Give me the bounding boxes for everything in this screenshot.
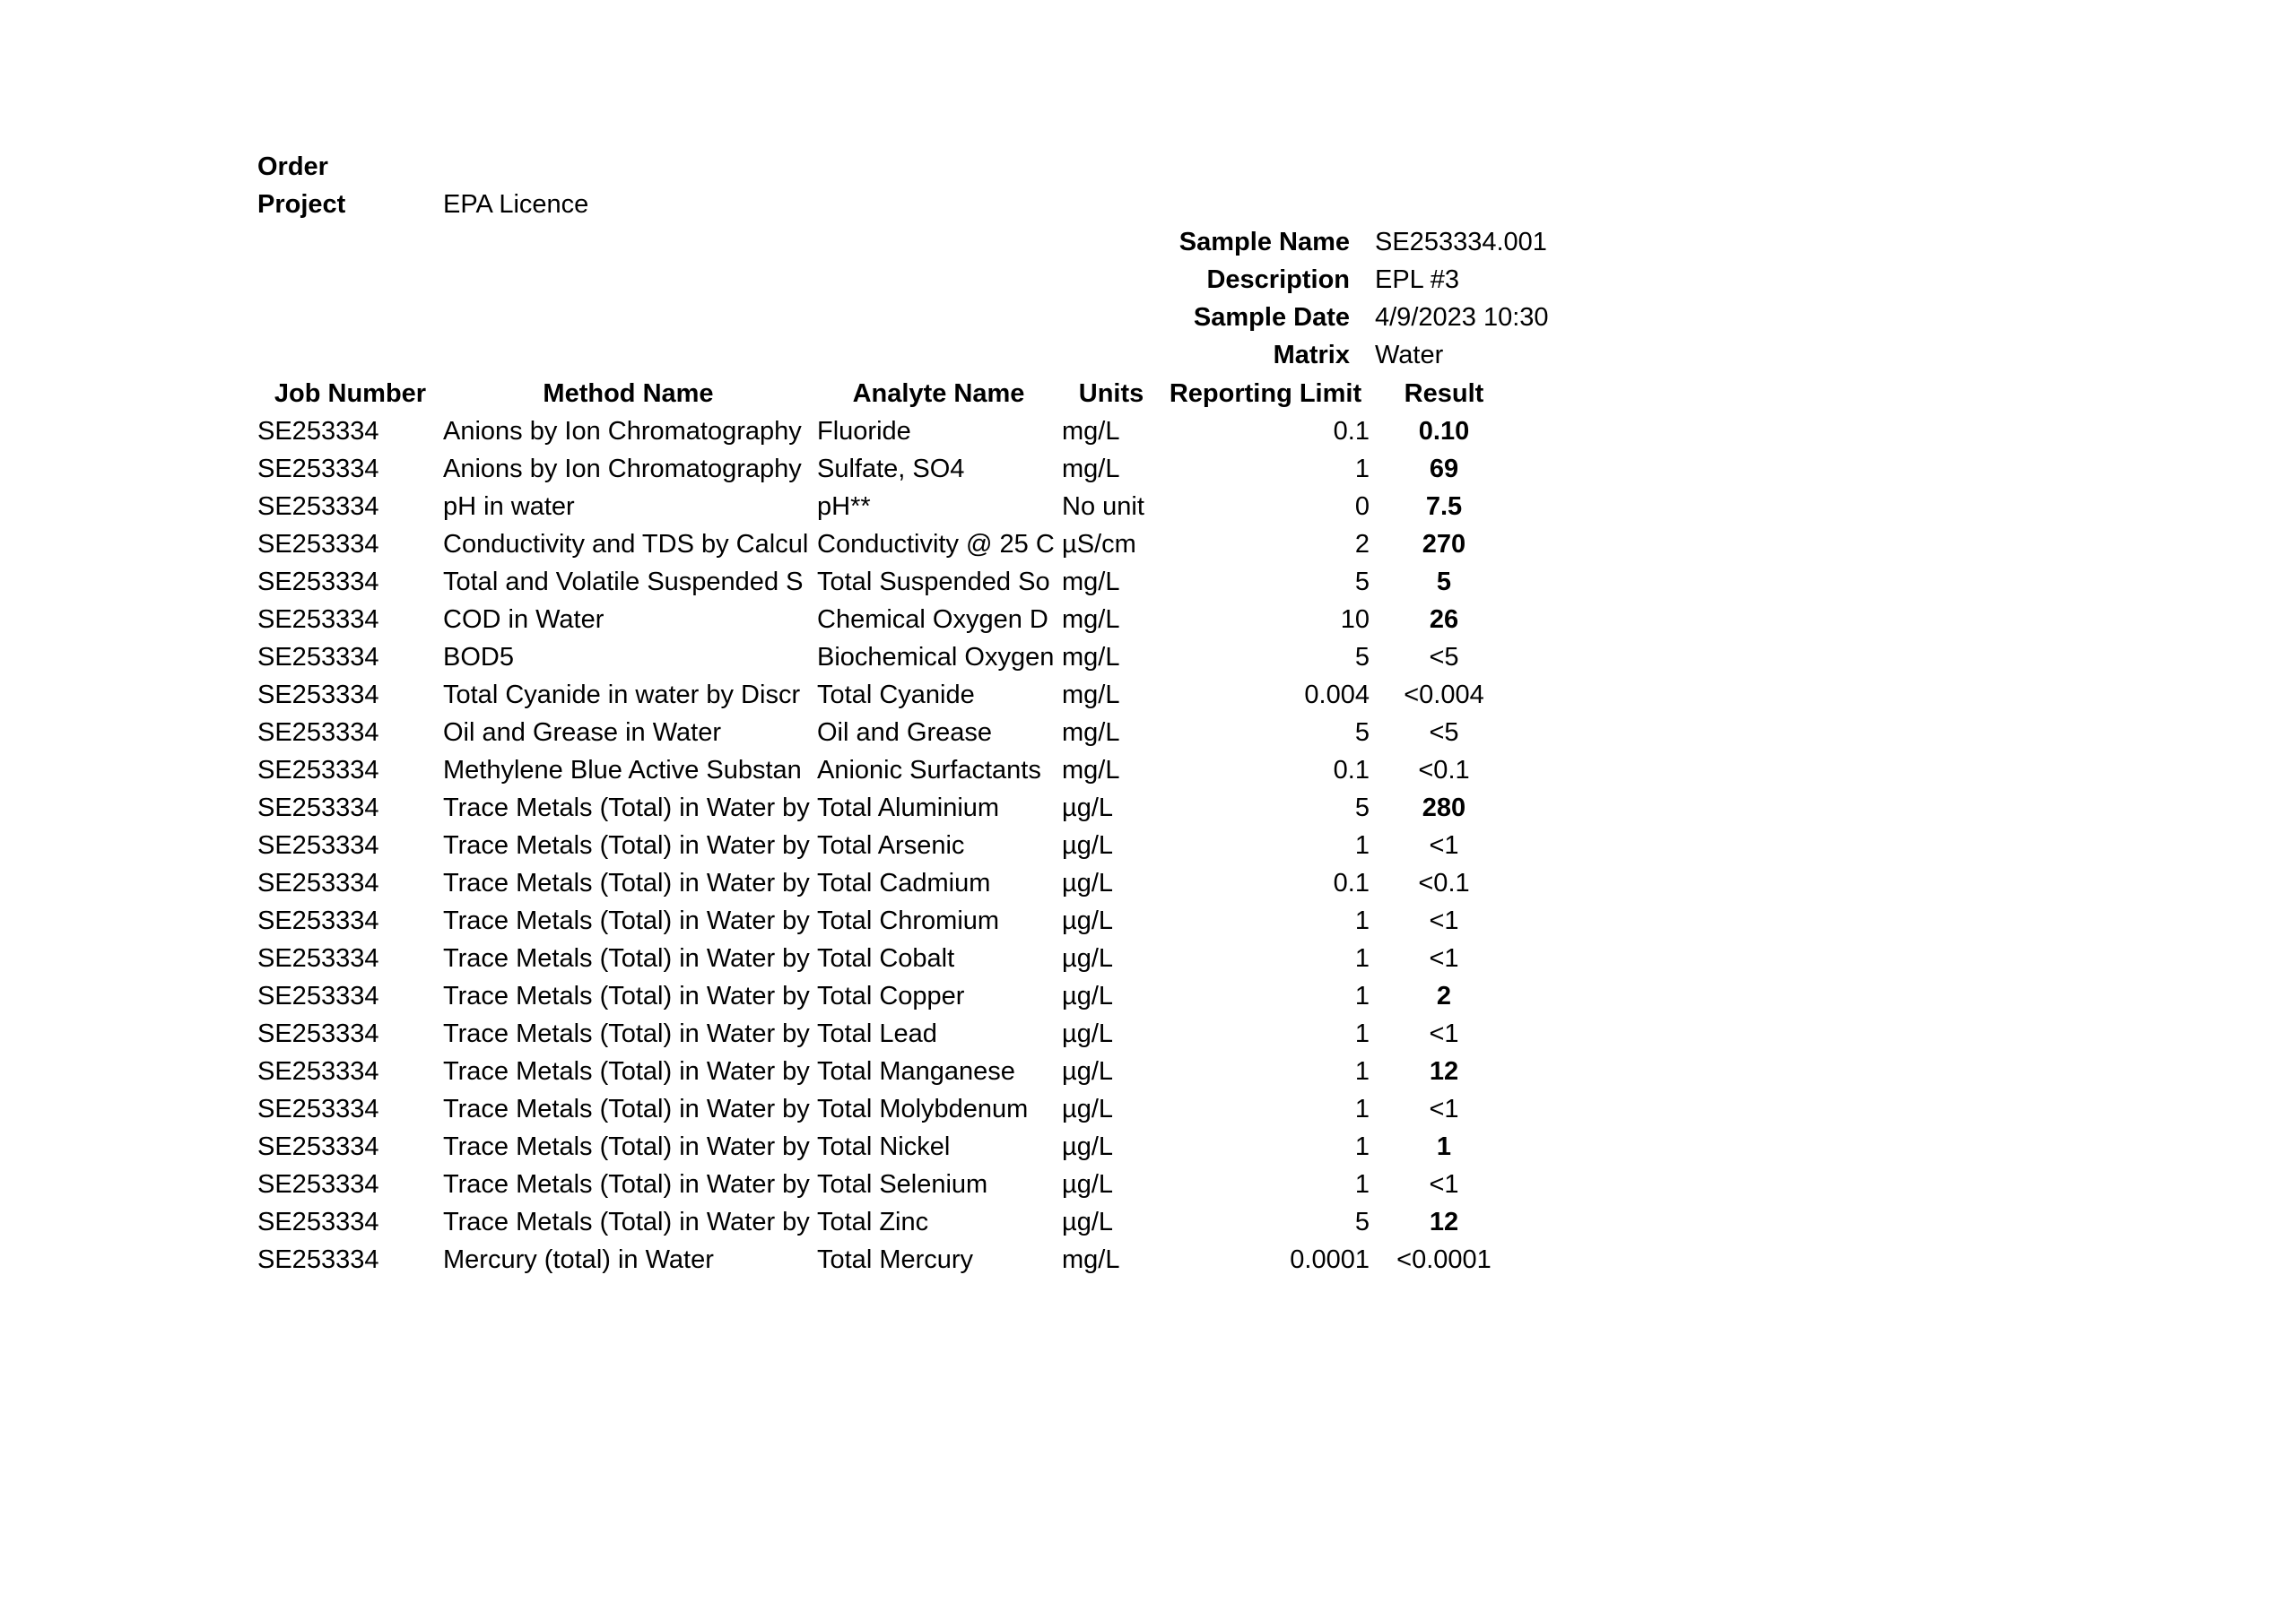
sample-info-label: Sample Date (1193, 303, 1350, 332)
cell-units: mg/L (1062, 568, 1120, 596)
cell-job-number: SE253334 (257, 643, 379, 672)
cell-units: µg/L (1062, 1019, 1114, 1048)
cell-reporting-limit: 0.1 (1333, 756, 1370, 785)
cell-method-name: Conductivity and TDS by Calcul (443, 530, 809, 559)
cell-method-name: Total Cyanide in water by Discr (443, 681, 801, 709)
cell-reporting-limit: 0.004 (1304, 681, 1370, 709)
cell-reporting-limit: 1 (1354, 1132, 1370, 1161)
cell-units: mg/L (1062, 756, 1120, 785)
cell-result: 69 (1429, 455, 1459, 483)
cell-result: 7.5 (1425, 492, 1463, 521)
sample-info-value: 4/9/2023 10:30 (1375, 303, 1549, 332)
project-label: Project (257, 190, 346, 219)
cell-analyte-name: Fluoride (817, 417, 911, 446)
cell-units: No unit (1062, 492, 1144, 521)
cell-job-number: SE253334 (257, 605, 379, 634)
cell-result: <0.004 (1404, 681, 1484, 709)
cell-result: <5 (1429, 643, 1459, 672)
cell-result: 2 (1436, 982, 1452, 1010)
cell-units: mg/L (1062, 1245, 1120, 1274)
cell-method-name: Trace Metals (Total) in Water by (443, 982, 810, 1010)
cell-units: µg/L (1062, 831, 1114, 860)
cell-method-name: Trace Metals (Total) in Water by (443, 1019, 810, 1048)
cell-job-number: SE253334 (257, 1208, 379, 1236)
sample-info-label: Description (1206, 265, 1350, 294)
cell-reporting-limit: 10 (1340, 605, 1370, 634)
cell-analyte-name: Total Lead (817, 1019, 937, 1048)
cell-result: 0.10 (1418, 417, 1470, 446)
cell-analyte-name: pH** (817, 492, 871, 521)
cell-result: 5 (1436, 568, 1452, 596)
cell-job-number: SE253334 (257, 530, 379, 559)
cell-reporting-limit: 5 (1354, 568, 1370, 596)
cell-job-number: SE253334 (257, 982, 379, 1010)
col-header-analyte-name: Analyte Name (852, 379, 1025, 408)
cell-units: µg/L (1062, 1170, 1114, 1199)
cell-job-number: SE253334 (257, 1019, 379, 1048)
cell-analyte-name: Total Suspended So (817, 568, 1050, 596)
cell-reporting-limit: 1 (1354, 944, 1370, 973)
sample-info-label: Sample Name (1178, 228, 1350, 256)
cell-job-number: SE253334 (257, 1245, 379, 1274)
cell-analyte-name: Total Aluminium (817, 794, 1000, 822)
col-header-result: Result (1404, 379, 1484, 408)
cell-method-name: Trace Metals (Total) in Water by (443, 1132, 810, 1161)
cell-reporting-limit: 5 (1354, 643, 1370, 672)
cell-units: µg/L (1062, 1208, 1114, 1236)
cell-analyte-name: Total Chromium (817, 906, 1000, 935)
cell-method-name: Methylene Blue Active Substan (443, 756, 802, 785)
cell-analyte-name: Biochemical Oxygen (817, 643, 1055, 672)
cell-units: µg/L (1062, 1057, 1114, 1086)
order-label: Order (257, 152, 328, 181)
report-sheet (257, 0, 1567, 1622)
cell-analyte-name: Total Copper (817, 982, 965, 1010)
cell-analyte-name: Total Selenium (817, 1170, 988, 1199)
cell-job-number: SE253334 (257, 1095, 379, 1123)
cell-method-name: Trace Metals (Total) in Water by (443, 1208, 810, 1236)
cell-units: mg/L (1062, 455, 1120, 483)
cell-job-number: SE253334 (257, 1170, 379, 1199)
cell-reporting-limit: 1 (1354, 831, 1370, 860)
cell-units: µg/L (1062, 869, 1114, 898)
cell-reporting-limit: 2 (1354, 530, 1370, 559)
cell-units: mg/L (1062, 718, 1120, 747)
cell-method-name: Trace Metals (Total) in Water by (443, 869, 810, 898)
cell-units: µg/L (1062, 982, 1114, 1010)
cell-method-name: Mercury (total) in Water (443, 1245, 714, 1274)
cell-result: 12 (1429, 1208, 1459, 1236)
cell-units: µg/L (1062, 1132, 1114, 1161)
cell-method-name: Trace Metals (Total) in Water by (443, 906, 810, 935)
cell-result: <0.1 (1418, 869, 1470, 898)
cell-method-name: pH in water (443, 492, 575, 521)
cell-reporting-limit: 1 (1354, 1057, 1370, 1086)
cell-analyte-name: Total Cadmium (817, 869, 991, 898)
cell-units: µg/L (1062, 906, 1114, 935)
cell-result: 270 (1422, 530, 1466, 559)
cell-reporting-limit: 1 (1354, 455, 1370, 483)
cell-reporting-limit: 5 (1354, 794, 1370, 822)
col-header-units: Units (1078, 379, 1144, 408)
cell-method-name: Trace Metals (Total) in Water by (443, 794, 810, 822)
cell-method-name: Anions by Ion Chromatography (443, 455, 802, 483)
cell-analyte-name: Total Nickel (817, 1132, 951, 1161)
cell-units: mg/L (1062, 605, 1120, 634)
cell-reporting-limit: 0.1 (1333, 417, 1370, 446)
cell-reporting-limit: 1 (1354, 1170, 1370, 1199)
col-header-job-number: Job Number (274, 379, 427, 408)
cell-job-number: SE253334 (257, 794, 379, 822)
cell-result: 12 (1429, 1057, 1459, 1086)
cell-analyte-name: Total Cyanide (817, 681, 975, 709)
cell-reporting-limit: 0 (1354, 492, 1370, 521)
cell-method-name: Trace Metals (Total) in Water by (443, 944, 810, 973)
cell-result: 280 (1422, 794, 1466, 822)
cell-method-name: Trace Metals (Total) in Water by (443, 1095, 810, 1123)
sample-info-value: SE253334.001 (1375, 228, 1547, 256)
cell-analyte-name: Total Cobalt (817, 944, 955, 973)
cell-result: <1 (1429, 906, 1459, 935)
cell-reporting-limit: 1 (1354, 906, 1370, 935)
cell-analyte-name: Chemical Oxygen D (817, 605, 1048, 634)
cell-units: µg/L (1062, 794, 1114, 822)
cell-analyte-name: Total Mercury (817, 1245, 974, 1274)
cell-job-number: SE253334 (257, 906, 379, 935)
cell-reporting-limit: 1 (1354, 1095, 1370, 1123)
cell-units: mg/L (1062, 417, 1120, 446)
cell-units: mg/L (1062, 643, 1120, 672)
cell-job-number: SE253334 (257, 568, 379, 596)
cell-job-number: SE253334 (257, 681, 379, 709)
cell-reporting-limit: 1 (1354, 1019, 1370, 1048)
cell-method-name: Total and Volatile Suspended S (443, 568, 804, 596)
cell-result: 1 (1436, 1132, 1452, 1161)
col-header-method-name: Method Name (543, 379, 714, 408)
cell-units: mg/L (1062, 681, 1120, 709)
cell-job-number: SE253334 (257, 1132, 379, 1161)
sample-info-value: EPL #3 (1375, 265, 1460, 294)
cell-job-number: SE253334 (257, 869, 379, 898)
cell-reporting-limit: 0.1 (1333, 869, 1370, 898)
cell-units: µg/L (1062, 944, 1114, 973)
cell-job-number: SE253334 (257, 756, 379, 785)
cell-analyte-name: Anionic Surfactants (817, 756, 1041, 785)
cell-analyte-name: Conductivity @ 25 C (817, 530, 1055, 559)
cell-job-number: SE253334 (257, 718, 379, 747)
cell-reporting-limit: 5 (1354, 718, 1370, 747)
cell-result: <0.1 (1418, 756, 1470, 785)
cell-reporting-limit: 1 (1354, 982, 1370, 1010)
cell-analyte-name: Total Molybdenum (817, 1095, 1029, 1123)
cell-method-name: Anions by Ion Chromatography (443, 417, 802, 446)
cell-reporting-limit: 0.0001 (1290, 1245, 1370, 1274)
cell-result: <1 (1429, 944, 1459, 973)
cell-method-name: BOD5 (443, 643, 514, 672)
cell-units: µg/L (1062, 1095, 1114, 1123)
cell-analyte-name: Total Manganese (817, 1057, 1015, 1086)
cell-units: µS/cm (1062, 530, 1136, 559)
cell-job-number: SE253334 (257, 417, 379, 446)
cell-method-name: Oil and Grease in Water (443, 718, 721, 747)
cell-method-name: Trace Metals (Total) in Water by (443, 1057, 810, 1086)
cell-result: <0.0001 (1396, 1245, 1492, 1274)
cell-analyte-name: Sulfate, SO4 (817, 455, 965, 483)
cell-method-name: COD in Water (443, 605, 604, 634)
cell-job-number: SE253334 (257, 492, 379, 521)
cell-job-number: SE253334 (257, 1057, 379, 1086)
cell-result: <1 (1429, 1019, 1459, 1048)
cell-result: <1 (1429, 1170, 1459, 1199)
cell-job-number: SE253334 (257, 831, 379, 860)
cell-result: <1 (1429, 1095, 1459, 1123)
cell-reporting-limit: 5 (1354, 1208, 1370, 1236)
cell-job-number: SE253334 (257, 944, 379, 973)
cell-method-name: Trace Metals (Total) in Water by (443, 831, 810, 860)
cell-method-name: Trace Metals (Total) in Water by (443, 1170, 810, 1199)
cell-result: <1 (1429, 831, 1459, 860)
cell-result: <5 (1429, 718, 1459, 747)
cell-analyte-name: Total Zinc (817, 1208, 929, 1236)
cell-analyte-name: Oil and Grease (817, 718, 993, 747)
cell-result: 26 (1429, 605, 1459, 634)
col-header-reporting-limit: Reporting Limit (1169, 379, 1362, 408)
cell-analyte-name: Total Arsenic (817, 831, 965, 860)
project-value: EPA Licence (443, 190, 589, 219)
sample-info-label: Matrix (1273, 341, 1350, 369)
cell-job-number: SE253334 (257, 455, 379, 483)
sample-info-value: Water (1375, 341, 1444, 369)
